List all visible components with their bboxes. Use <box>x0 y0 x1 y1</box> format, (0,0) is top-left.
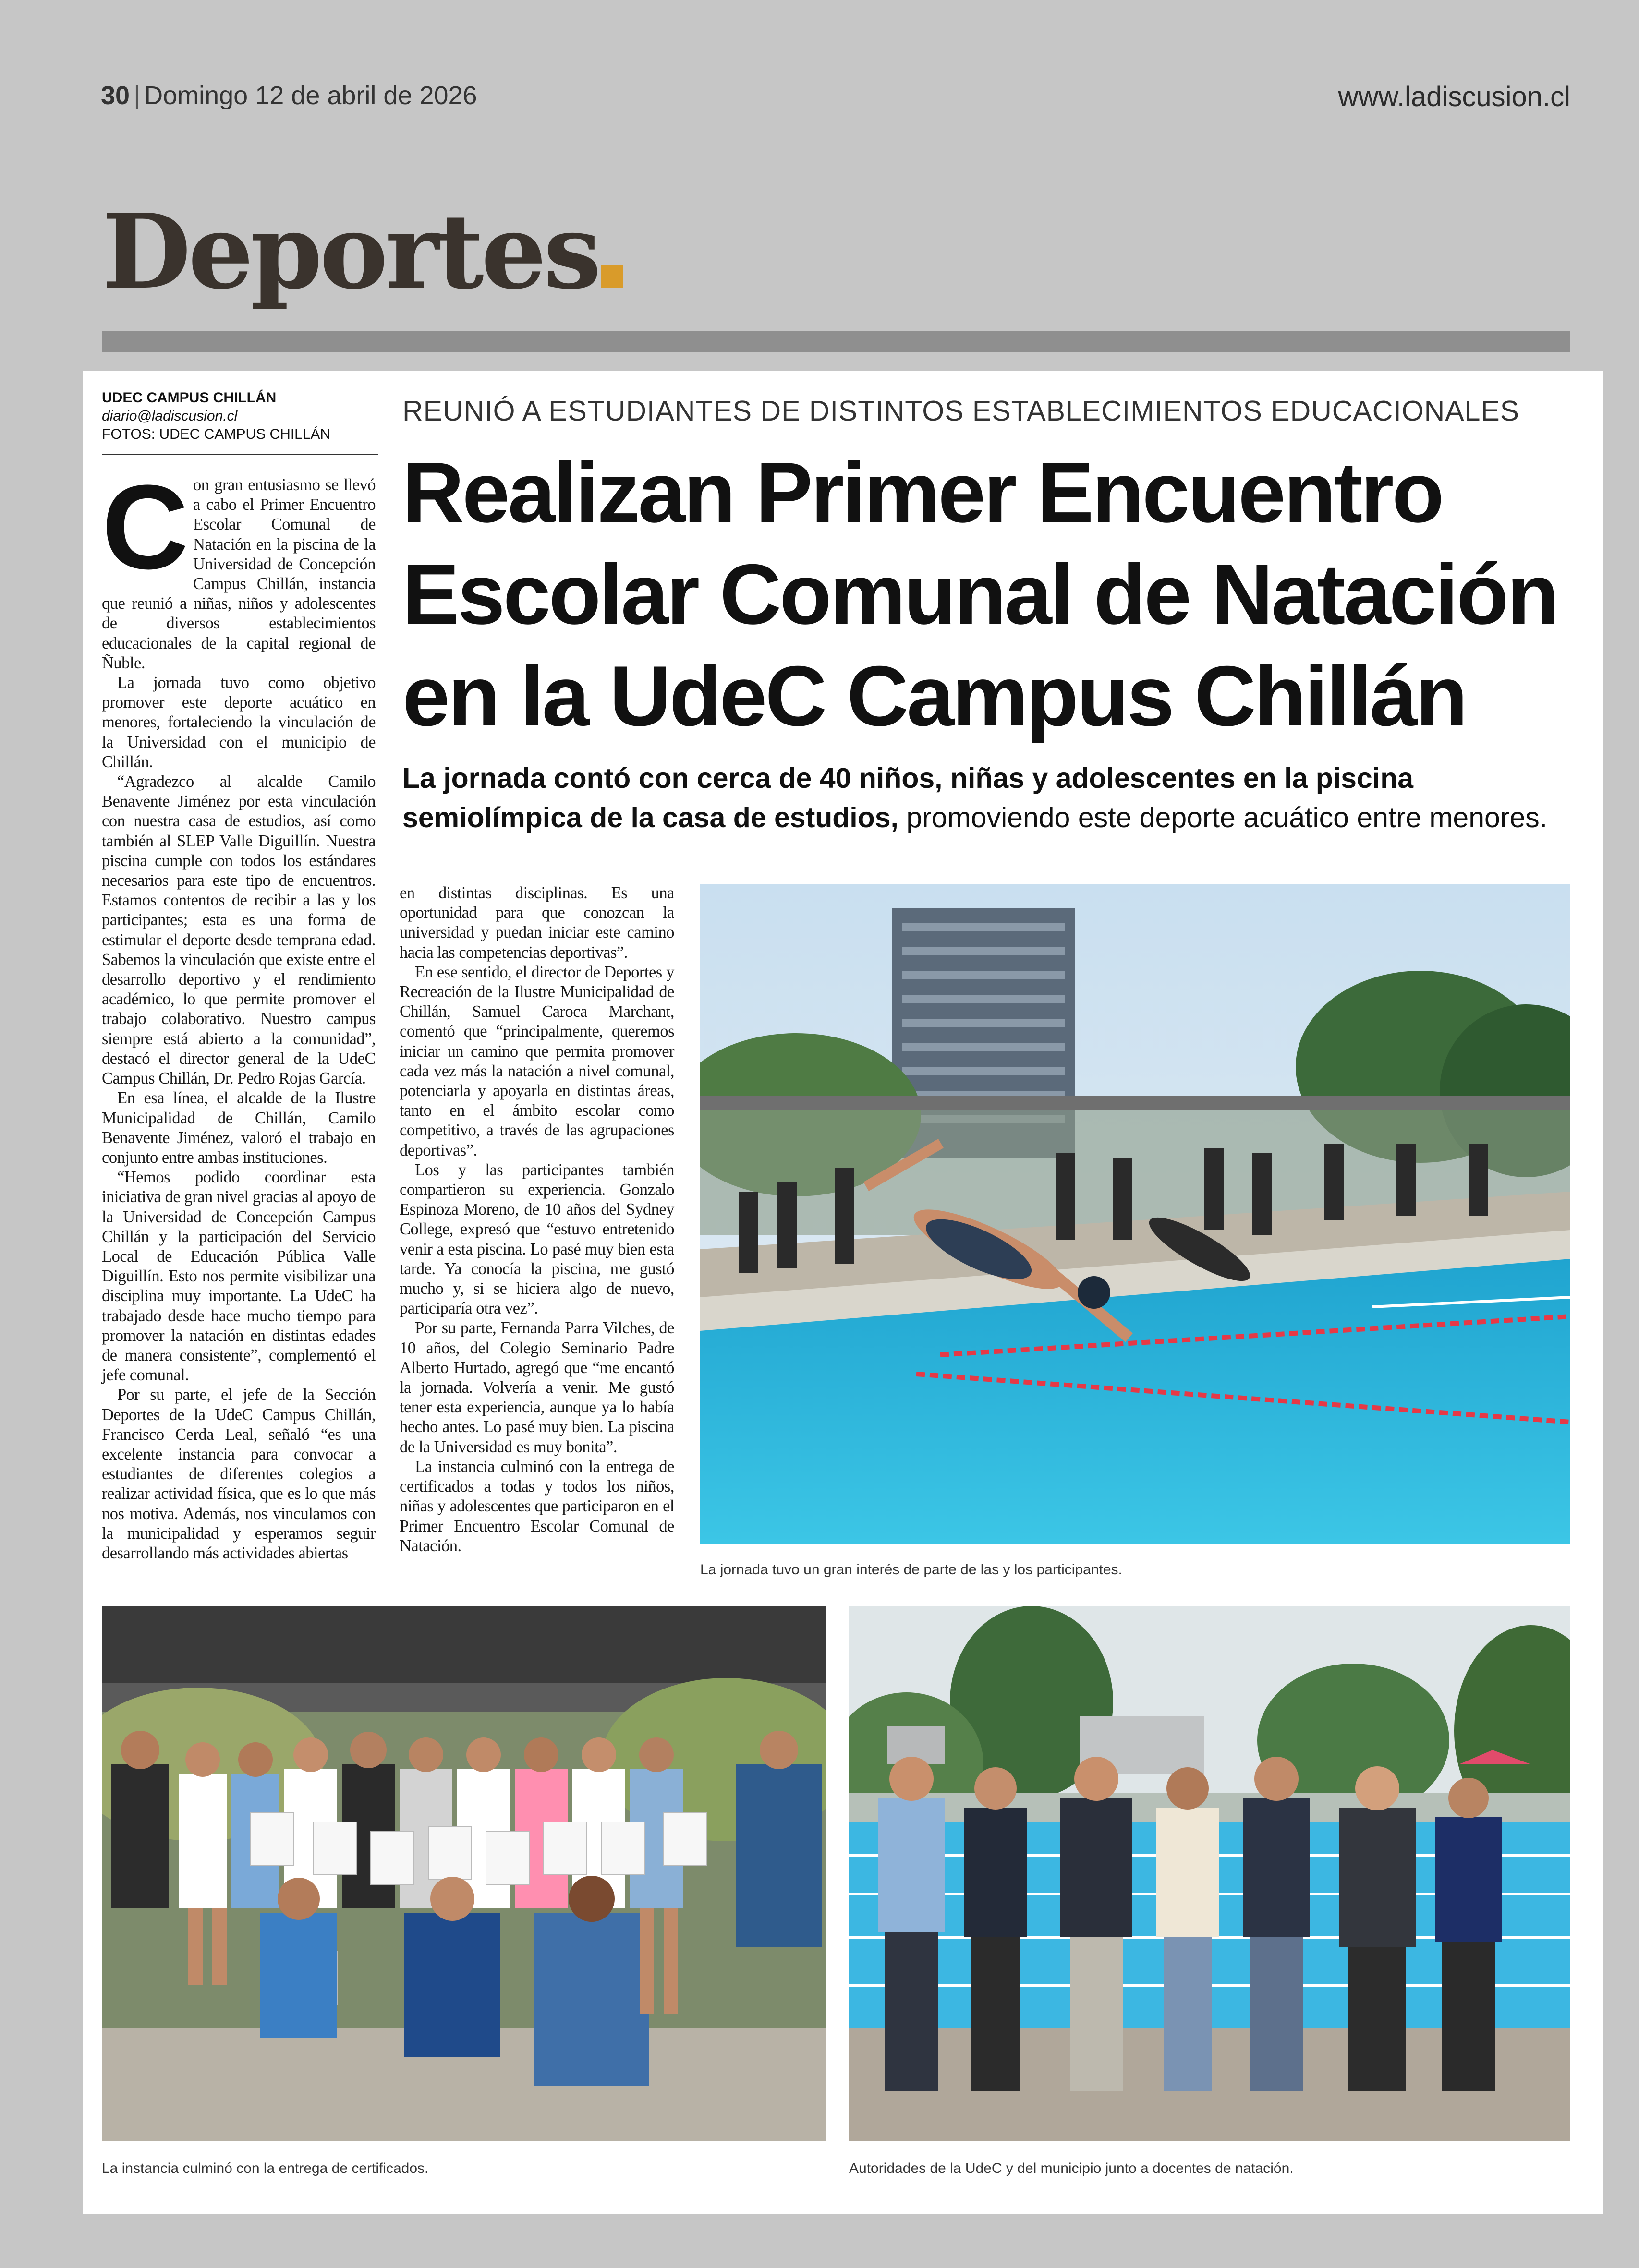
article-kicker: REUNIÓ A ESTUDIANTES DE DISTINTOS ESTABLECIMIENTOS EDUCACIONALES <box>402 395 1520 427</box>
body-column-1 <box>102 460 376 1563</box>
body-column-2 <box>400 883 674 1556</box>
paragraph: En ese sentido, el director de Deportes y Recreación de la Ilustre Municipalidad de Chillán, Samuel Caroca Marchant, comentó que “principalmente, queremos iniciar un camino que permita promover cada vez más la natación a nivel comunal, potenciarla y apoyarla en distintas áreas, tanto en el ámbito escolar como competitivo, a través de las agrupaciones deportivas”. <box>400 963 674 1159</box>
page-number: 30 <box>101 81 130 110</box>
photo-group-certificates <box>102 1606 826 2141</box>
section-accent-dot <box>601 265 623 288</box>
byline-photos: FOTOS: UDEC CAMPUS CHILLÁN <box>102 426 331 442</box>
paragraph: La jornada tuvo como objetivo promover este deporte acuático en menores, fortaleciendo la vinculación de la Universidad con el municipio de Chillán. <box>102 674 376 771</box>
website-url[interactable]: www.ladiscusion.cl <box>1338 81 1570 112</box>
byline <box>102 389 390 444</box>
photo-swimmers-diving <box>700 884 1570 1544</box>
byline-email: diario@ladiscusion.cl <box>102 408 238 424</box>
paragraph: “Hemos podido coordinar esta iniciativa de gran nivel gracias al apoyo de la Universidad de Concepción Campus Chillán y la participación del Servicio Local de Educación Pública Valle Diguillín. Esto nos permite visibilizar una disciplina muy importante. La UdeC ha trabajado desde hace mucho tiempo para promover la natación en distintas edades de manera consistente”, complementó el jefe comunal. <box>102 1168 376 1385</box>
section-title <box>102 192 623 312</box>
lead-regular: promoviendo este deporte acuático entre menores. <box>898 802 1548 833</box>
paragraph: Por su parte, Fernanda Parra Vilches, de 10 años, del Colegio Seminario Padre Alberto Hurtado, agregó que “me encantó la jornada. Volvería a venir. Me gustó tener esta experiencia, aunque ya lo había hecho antes. Lo pasé muy bien. La piscina de la Universidad es muy bonita”. <box>400 1319 674 1456</box>
headline-line: Escolar Comunal de Natación <box>402 546 1557 642</box>
photo-caption: La instancia culminó con la entrega de certificados. <box>102 2160 429 2176</box>
paragraph: Los y las participantes también compartieron su experiencia. Gonzalo Espinoza Moreno, de 10 años del Sydney College, expresó que “estuvo entretenido venir a esta piscina. Lo pasé muy bien esta tarde. Ya conocía la piscina, me gustó mucho y, si se hiciera algo de nuevo, participaría otra vez”. <box>400 1160 674 1318</box>
paragraph: “Agradezco al alcalde Camilo Benavente Jiménez por esta vinculación con nuestra casa de estudios, así como también al SLEP Valle Diguillín. Nuestra piscina cumple con todos los estándares necesarios para este tipo de encuentros. Estamos contentos de recibir a las y los participantes; esta es una forma de estimular el deporte desde temprana edad. Sabemos la vinculación que existe entre el desarrollo deportivo y el rendimiento académico, lo que permite promover el trabajo colaborativo. Nuestro campus siempre está abierto a la comunidad”, destacó el director general de la UdeC Campus Chillán, Dr. Pedro Rojas García. <box>102 772 376 1088</box>
paragraph: Por su parte, el jefe de la Sección Deportes de la UdeC Campus Chillán, Francisco Cerda Leal, señaló “es una excelente instancia para convocar a estudiantes de diferentes colegios a realizar actividad física, que es lo que más nos motiva. Además, nos vinculamos con la municipalidad y esperamos seguir desarrollando más actividades abiertas <box>102 1386 376 1562</box>
headline-line: en la UdeC Campus Chillán <box>402 648 1466 744</box>
byline-divider <box>102 454 378 455</box>
section-title-text: Deportes <box>102 192 599 312</box>
section-rule <box>102 331 1570 352</box>
paragraph <box>102 460 376 673</box>
photo-authorities-pool <box>849 1606 1570 2141</box>
paragraph-text: on gran entusiasmo se llevó a cabo el Primer Encuentro Escolar Comunal de Natación en la piscina de la Universidad de Concepción Campus Chillán, instancia que reunió a niñas, niños y adolescentes de diversos establecimientos educacionales de la capital regional de Ñuble. <box>102 476 376 672</box>
photo-caption: Autoridades de la UdeC y del municipio junto a docentes de natación. <box>849 2160 1294 2176</box>
paragraph: La instancia culminó con la entrega de certificados a todas y todos los niños, niñas y adolescentes que participaron en el Primer Encuentro Escolar Comunal de Natación. <box>400 1457 674 1555</box>
article-headline <box>402 442 1584 747</box>
headline-line: Realizan Primer Encuentro <box>402 445 1443 540</box>
article-lead <box>402 759 1574 837</box>
photo-caption: La jornada tuvo un gran interés de parte de las y los participantes. <box>700 1562 1122 1578</box>
paragraph: en distintas disciplinas. Es una oportunidad para que conozcan la universidad y puedan iniciar este camino hacia las competencias deportivas”. <box>400 884 674 962</box>
lead-bold: La jornada contó con cerca de 40 niños, niñas y adolescentes en la piscina semiolímpica de la casa de estudios, <box>402 762 1414 833</box>
folio-separator: | <box>134 81 141 110</box>
paragraph: En esa línea, el alcalde de la Ilustre Municipalidad de Chillán, Camilo Benavente Jiménez, valoró el trabajo en conjunto entre ambas instituciones. <box>102 1089 376 1167</box>
page-date: Domingo 12 de abril de 2026 <box>144 81 477 110</box>
page-folio <box>101 81 477 110</box>
byline-author: UDEC CAMPUS CHILLÁN <box>102 390 277 406</box>
drop-cap: C <box>102 460 189 594</box>
